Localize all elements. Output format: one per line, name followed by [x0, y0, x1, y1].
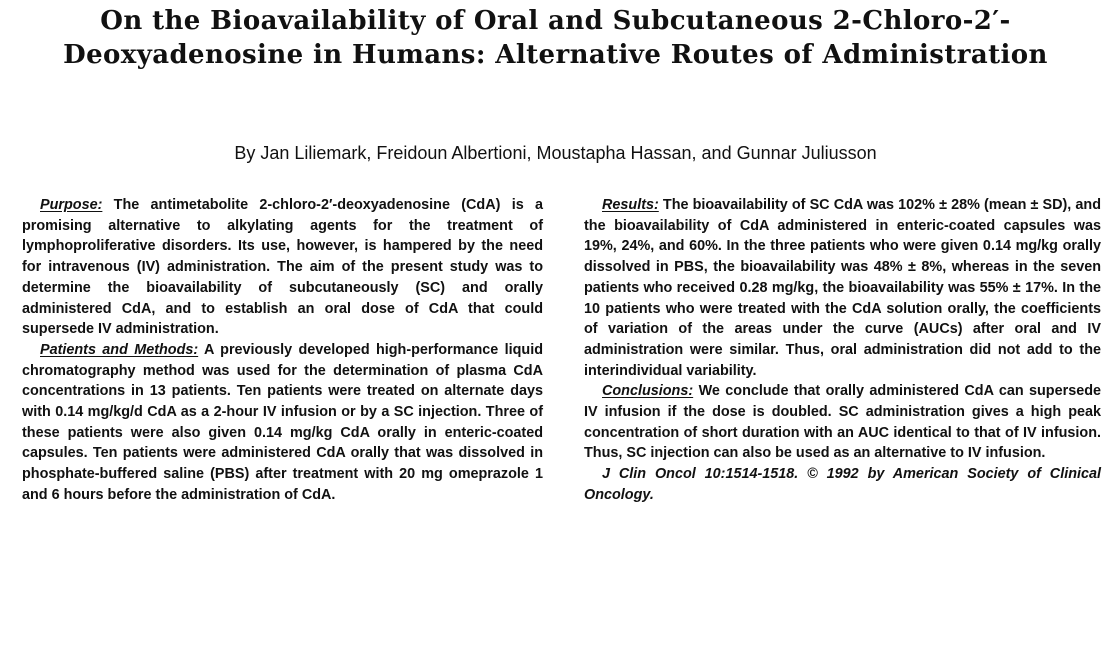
patients-methods-paragraph [22, 340, 543, 506]
journal-citation: J Clin Oncol 10:1514-1518. © 1992 by American Society of Clinical Oncology. [584, 466, 1101, 503]
purpose-heading: Purpose: [40, 197, 103, 213]
conclusions-text: We conclude that orally administered CdA can supersede IV infusion if the dose is doubled. SC administration gives a high peak concentration of short duration with an AUC identical to that of IV infusion. Thus, SC injection can also be used as an alternative to IV infusion. [584, 383, 1102, 462]
purpose-paragraph [22, 195, 543, 340]
author-byline: By Jan Liliemark, Freidoun Albertioni, Moustapha Hassan, and Gunnar Juliusson [234, 143, 877, 163]
purpose-text: The antimetabolite 2-chloro-2′-deoxyadenosine (CdA) is a promising alternative to alkylating agents for the treatment of lymphoproliferative disorders. Its use, however, is hampered by the need for intravenous (IV) administration. The aim of the present study was to determine the bioavailability of subcutaneously (SC) and orally administered CdA, and to establish an oral dose of CdA that could supersede IV administration. [22, 197, 543, 338]
conclusions-heading: Conclusions: [602, 383, 694, 400]
results-text: The bioavailability of SC CdA was 102% ± 28% (mean ± SD), and the bioavailability of CdA administered in enteric-coated capsules was 19%, 24%, and 60%. In the three patients who were given 0.14 mg/kg orally dissolved in PBS, the bioavailability was 48% ± 8%, whereas in the seven patients who received 0.28 mg/kg, the bioavailability was 55% ± 17%. In the 10 patients who were treated with the CdA solution orally, the coefficients of variation of the areas under the curve (AUCs) after oral and IV administration were similar. Thus, oral administration did not add to the interindividual variability. [584, 197, 1102, 379]
conclusions-paragraph [584, 381, 1101, 464]
abstract-right-column [584, 195, 1101, 506]
patients-methods-text: A previously developed high-performance liquid chromatography method was used for the determination of plasma CdA concentrations in 13 patients. Ten patients were treated on alternate days with 0.14 mg/kg/d CdA as a 2-hour IV infusion or by a SC injection. Three of these patients were also given 0.14 mg/kg CdA orally in enteric-coated capsules. Ten patients were administered CdA orally that was dissolved in phosphate-buffered saline (PBS) after treatment with 20 mg omeprazole 1 and 6 hours before the administration of CdA. [22, 341, 543, 503]
citation-paragraph [584, 464, 1101, 505]
results-heading: Results: [602, 197, 659, 213]
paper-title: On the Bioavailability of Oral and Subcutaneous 2-Chloro-2′-Deoxyadenosine in Humans: Alternative Routes of Administration [63, 6, 1048, 70]
results-paragraph [584, 195, 1101, 381]
abstract-left-column [22, 195, 543, 506]
patients-methods-heading: Patients and Methods: [40, 341, 199, 358]
